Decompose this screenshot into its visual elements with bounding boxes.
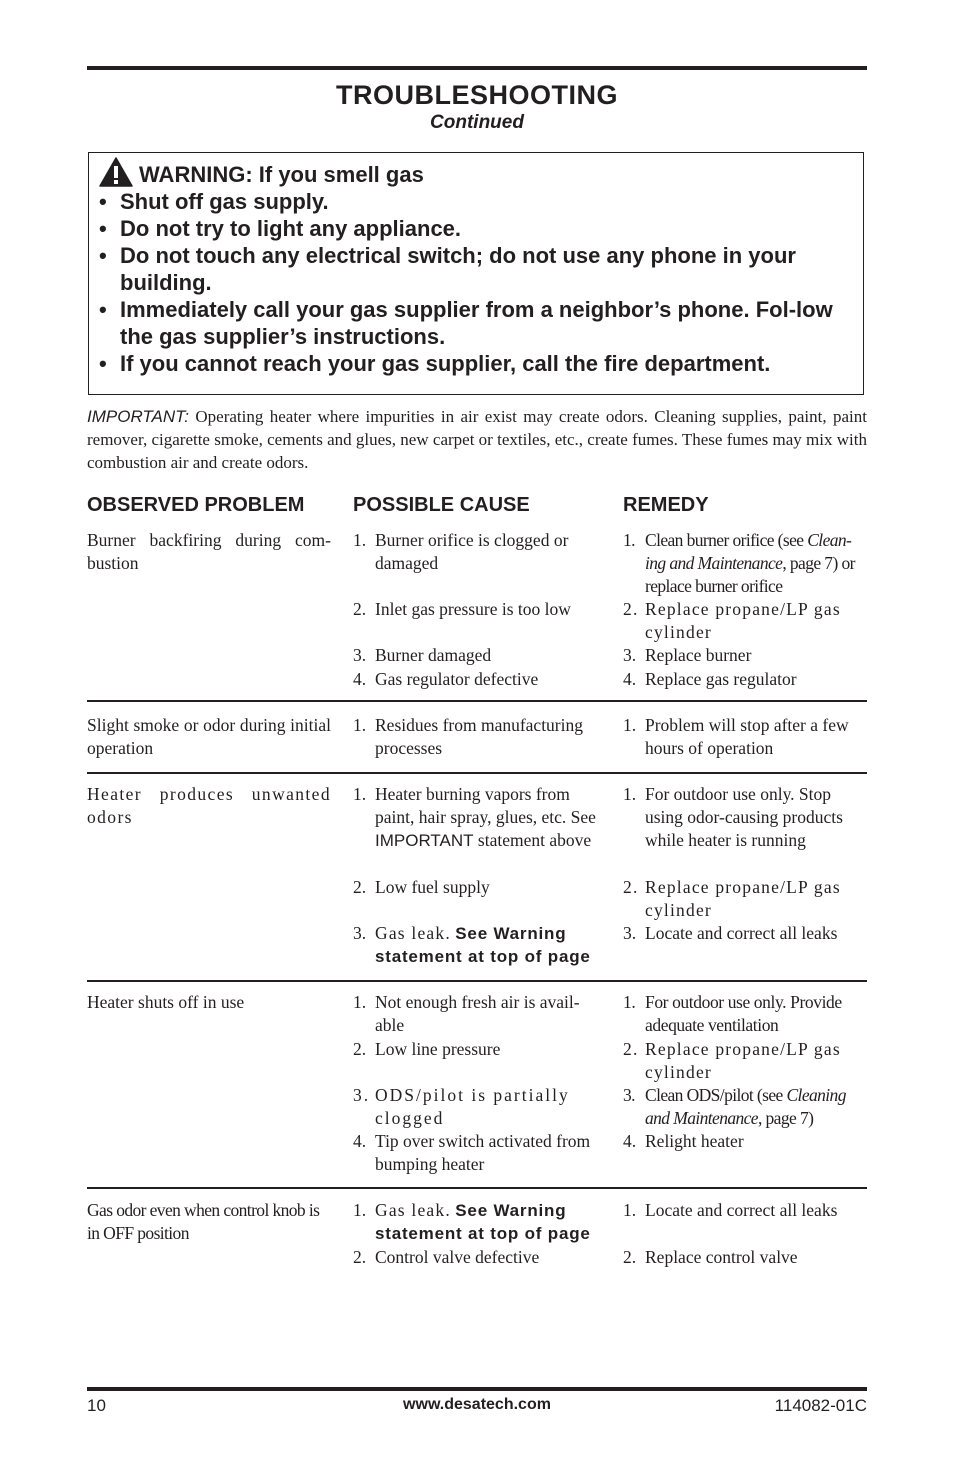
cause-item: 2. Low fuel supply (353, 877, 490, 897)
warning-heading-row (99, 161, 863, 188)
important-note (87, 405, 867, 474)
remedy-item: 4. Relight heater (623, 1131, 744, 1151)
warning-heading: WARNING: If you smell gas (139, 162, 424, 187)
cause-item: 1. Not enough fresh air is avail-able (353, 992, 580, 1035)
cause-item: 1. Heater burning vapors from paint, hair spray, glues, etc. See IMPORTANT statement above (353, 784, 596, 850)
header-remedy: REMEDY (623, 494, 709, 516)
page-title: TROUBLESHOOTING (336, 80, 618, 110)
remedy-item: 2. Replace propane/LP gas cylinder (623, 1039, 841, 1082)
cause-item: 3. Burner damaged (353, 645, 492, 665)
bottom-rule (87, 1387, 867, 1391)
row-divider (87, 700, 867, 702)
website-link: www.desatech.com (403, 1396, 551, 1413)
problem-cell: Burner backfiring during com-bustion (87, 530, 331, 573)
cause-item: 3. Gas leak. See Warning statement at top of page (353, 923, 591, 966)
cause-item: 4. Gas regulator defective (353, 669, 539, 689)
page-number: 10 (87, 1396, 106, 1415)
important-label: IMPORTANT: (87, 407, 189, 426)
remedy-item: 2. Replace control valve (623, 1247, 798, 1267)
header-observed-problem: OBSERVED PROBLEM (87, 494, 305, 516)
remedy-item: 4. Replace gas regulator (623, 669, 797, 689)
cause-item: 2. Control valve defective (353, 1247, 540, 1267)
cause-item: 2. Low line pressure (353, 1039, 501, 1059)
remedy-item: 1. For outdoor use only. Provide adequate ventilation (623, 992, 842, 1035)
warning-item: • Shut off gas supply. (99, 189, 329, 214)
row-divider (87, 1187, 867, 1189)
remedy-item: 3. Clean ODS/pilot (see Cleaning and Maintenance, page 7) (623, 1085, 846, 1128)
row-divider (87, 772, 867, 774)
cause-item: 1. Residues from manufacturing processes (353, 715, 584, 758)
cause-item: 3. ODS/pilot is partially clogged (353, 1085, 570, 1128)
warning-item: • If you cannot reach your gas supplier, call the fire department. (99, 351, 771, 376)
remedy-item: 1. Locate and correct all leaks (623, 1200, 838, 1220)
page-subtitle: Continued (430, 112, 524, 133)
remedy-item: 1. For outdoor use only. Stop using odor-causing products while heater is running (623, 784, 843, 850)
warning-triangle-icon (99, 157, 133, 187)
gas-warning-box (88, 152, 864, 395)
top-rule (87, 66, 867, 70)
problem-cell: Gas odor even when control knob is in OFF position (87, 1200, 320, 1243)
warning-item: • Do not try to light any appliance. (99, 216, 462, 241)
remedy-item: 1. Clean burner orifice (see Clean-ing and Maintenance, page 7) or replace burner orifice (623, 530, 855, 596)
header-possible-cause: POSSIBLE CAUSE (353, 494, 530, 516)
important-text: Operating heater where impurities in air exist may create odors. Cleaning supplies, paint, paint remover, cigarette smoke, cements and glues, new carpet or textiles, etc., create fumes. These fumes may mix with combustion air and create odors. (87, 407, 868, 472)
document-number: 114082-01C (774, 1396, 867, 1415)
problem-cell: Heater produces unwanted odors (87, 784, 331, 827)
warning-list (99, 188, 863, 377)
problem-cell: Slight smoke or odor during initial operation (87, 715, 331, 758)
remedy-item: 3. Locate and correct all leaks (623, 923, 838, 943)
cause-item: 2. Inlet gas pressure is too low (353, 599, 571, 619)
remedy-item: 3. Replace burner (623, 645, 752, 665)
remedy-item: 2. Replace propane/LP gas cylinder (623, 599, 841, 642)
warning-item: • Do not touch any electrical switch; do not use any phone in your building. (99, 243, 796, 295)
remedy-item: 1. Problem will stop after a few hours of operation (623, 715, 849, 758)
cause-item: 4. Tip over switch activated from bumping heater (353, 1131, 591, 1174)
row-divider (87, 980, 867, 982)
cause-item: 1. Gas leak. See Warning statement at top of page (353, 1200, 591, 1243)
cause-item: 1. Burner orifice is clogged or damaged (353, 530, 569, 573)
warning-item: • Immediately call your gas supplier from a neighbor’s phone. Fol-low the gas supplier’s instructions. (99, 297, 833, 349)
problem-cell: Heater shuts off in use (87, 992, 245, 1012)
remedy-item: 2. Replace propane/LP gas cylinder (623, 877, 841, 920)
